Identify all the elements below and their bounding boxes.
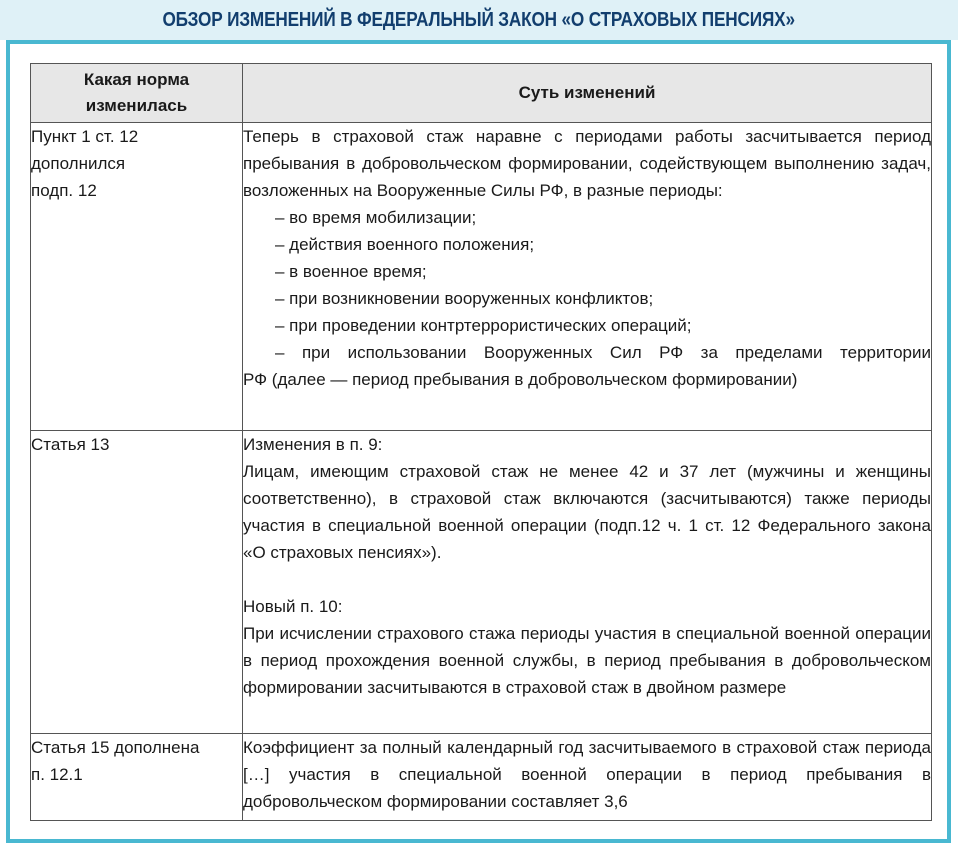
list-item: – при использовании Вооруженных Сил РФ за пределами территории [275, 343, 931, 362]
norm-text: Статья 13 [31, 435, 110, 454]
periods-list [243, 204, 931, 366]
table-row [31, 431, 932, 734]
essence-cell [243, 734, 932, 821]
essence-intro: Теперь в страховой стаж наравне с периодами работы засчитывается период пребывания в добровольческом формировании, содействующем выполнению задач, возложенных на Вооруженные Силы РФ, в разные периоды: [243, 127, 931, 200]
table-row [31, 123, 932, 431]
content-frame [6, 40, 951, 843]
amendment-text: Лицам, имеющим страховой стаж не менее 42 и 37 лет (мужчины и женщины соответственно), в страховой стаж включаются (засчитываются) также периоды участия в специальной военной операции (подп.12 ч. 1 ст. 12 Федерального закона «О страховых пенсиях»). [243, 462, 931, 562]
title-band [0, 0, 958, 40]
paragraph-gap [243, 566, 931, 593]
table-row [31, 734, 932, 821]
header-essence-label: Суть изменений [518, 83, 656, 102]
essence-cell [243, 431, 932, 734]
norm-cell [31, 123, 243, 431]
new-clause-heading: Новый п. 10: [243, 597, 343, 616]
norm-text: Пункт 1 ст. 12 дополнился подп. 12 [31, 127, 139, 200]
norm-cell [31, 734, 243, 821]
list-item: – в военное время; [275, 262, 427, 281]
norm-text: Статья 15 дополнена п. 12.1 [31, 738, 200, 784]
list-item: – при возникновении вооруженных конфликтов; [275, 289, 654, 308]
header-norm [31, 64, 243, 123]
changes-table [30, 63, 932, 821]
list-item: – действия военного положения; [275, 235, 535, 254]
header-essence [243, 64, 932, 123]
essence-cell [243, 123, 932, 431]
list-item: – при проведении контртеррористических операций; [275, 316, 692, 335]
amendment-heading: Изменения в п. 9: [243, 435, 383, 454]
page-title: ОБЗОР ИЗМЕНЕНИЙ В ФЕДЕРАЛЬНЫЙ ЗАКОН «О СТРАХОВЫХ ПЕНСИЯХ» [162, 8, 796, 31]
norm-cell [31, 431, 243, 734]
table-header-row [31, 64, 932, 123]
header-norm-label: Какая норма изменилась [83, 70, 190, 115]
list-item: – во время мобилизации; [275, 208, 477, 227]
coefficient-text: Коэффициент за полный календарный год засчитываемого в страховой стаж периода […] участия в специальной военной операции в период пребывания в добровольческом формировании составляет 3,6 [243, 738, 931, 811]
new-clause-text: При исчислении страхового стажа периоды участия в специальной военной операции в период прохождения военной службы, в период пребывания в добровольческом формировании засчитываются в страховой стаж в двойном размере [243, 624, 931, 697]
essence-tail: РФ (далее — период пребывания в добровольческом формировании) [243, 370, 798, 389]
